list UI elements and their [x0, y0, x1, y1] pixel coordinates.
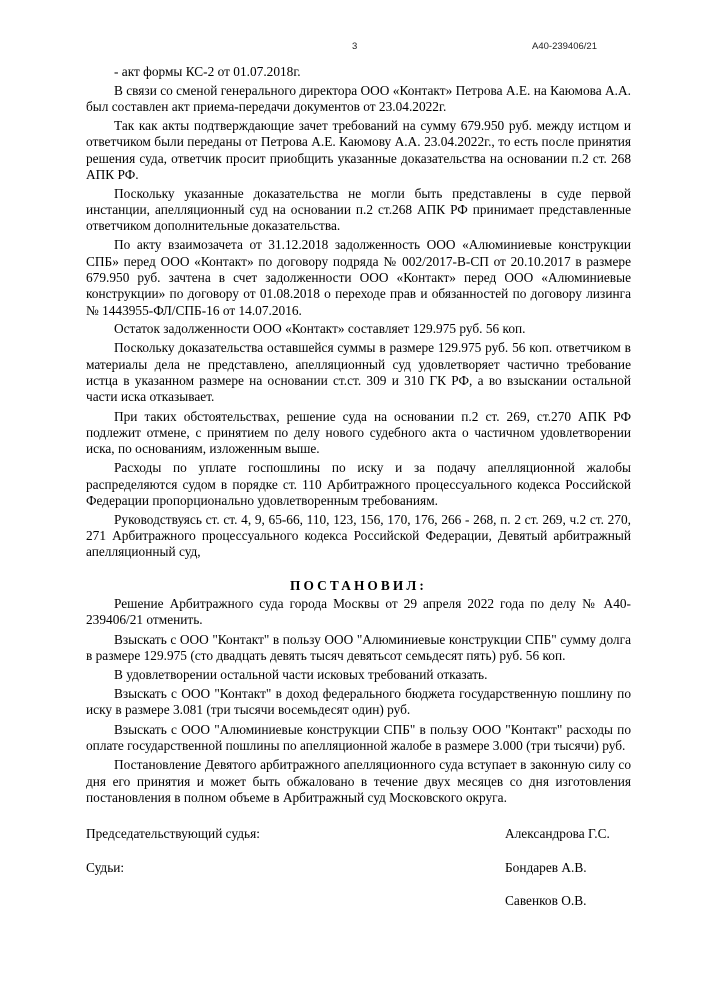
resolution-title: ПОСТАНОВИЛ:: [290, 577, 427, 593]
document-body: [86, 64, 631, 809]
presiding-judge-name: Александрова Г.С.: [505, 826, 610, 841]
paragraph: Так как акты подтверждающие зачет требований на сумму 679.950 руб. между истцом и ответчиком были переданы от Петрова А.Е. Каюмову А.А. 23.04.2022г., то есть после принятия решения суда, ответчик просит приобщить указанные доказательства на основании п.2 ст. 268 АПК РФ.: [86, 118, 631, 182]
resolution-paragraph: Взыскать с ООО "Алюминиевые конструкции СПБ" в пользу ООО "Контакт" расходы по оплате государственной пошлины по апелляционной жалобе в размере 3.000 (три тысячи) руб.: [86, 721, 631, 754]
paragraph: Поскольку доказательства оставшейся суммы в размере 129.975 руб. 56 коп. ответчиком в материалы дела не представлено, апелляционный суд удовлетворяет частично требование истца в указанном размере на основании ст.ст. 309 и 310 ГК РФ, а во взыскании остальной части иска отказывает.: [86, 340, 631, 405]
paragraph: По акту взаимозачета от 31.12.2018 задолженность ООО «Алюминиевые конструкции СПБ» перед ООО «Контакт» по договору подряда № 002/2017-В-СП от 20.10.2017 в размере 679.950 руб. зачтена в счет задолженности ООО «Контакт» перед ООО «Алюминиевые конструкции» по договору от 01.08.2018 о переходе прав и обязанностей по договору лизинга № 1443955-ФЛ/СПБ-16 от 14.07.2016.: [86, 237, 631, 318]
resolution-paragraph: Решение Арбитражного суда города Москвы от 29 апреля 2022 года по делу № А40-239406/21 отменить.: [86, 596, 631, 628]
paragraph: Поскольку указанные доказательства не могли быть представлены в суде первой инстанции, апелляционный суд на основании п.2 ст.268 АПК РФ принимает представленные ответчиком дополнительные доказательства.: [86, 185, 631, 234]
paragraph: При таких обстоятельствах, решение суда на основании п.2 ст. 269, ст.270 АПК РФ подлежит отмене, с принятием по делу нового судебного акта о частичном удовлетворении иска, по основаниям, изложенным выше.: [86, 408, 631, 457]
case-number: А40-239406/21: [532, 41, 597, 52]
paragraph: Остаток задолженности ООО «Контакт» составляет 129.975 руб. 56 коп.: [114, 321, 526, 337]
judge-name-1: Бондарев А.В.: [505, 860, 587, 875]
resolution-paragraph: В удовлетворении остальной части исковых требований отказать.: [114, 667, 488, 683]
resolution-paragraph: Взыскать с ООО "Контакт" в пользу ООО "Алюминиевые конструкции СПБ" сумму долга в размере 129.975 (сто двадцать девять тысяч девятьсот семьдесят пять) руб. 56 коп.: [86, 631, 631, 663]
paragraph-ks2-act: - акт формы КС-2 от 01.07.2018г.: [114, 64, 301, 79]
presiding-judge-label: Председательствующий судья:: [86, 826, 260, 841]
paragraph: Руководствуясь ст. ст. 4, 9, 65-66, 110, 123, 156, 170, 176, 266 - 268, п. 2 ст. 269, ч.2 ст. 270, 271 Арбитражного процессуального кодекса Российской Федерации, Девятый арбитражный апелляционный суд,: [86, 511, 631, 560]
judges-label: Судьи:: [86, 860, 125, 875]
judge-name-2: Савенков О.В.: [505, 893, 587, 908]
page-number: 3: [352, 41, 358, 52]
resolution-paragraph: Взыскать с ООО "Контакт" в доход федерального бюджета государственную пошлину по иску в размере 3.081 (три тысячи восемьдесят один) руб.: [86, 686, 631, 718]
resolution-paragraph: Постановление Девятого арбитражного апелляционного суда вступает в законную силу со дня его принятия и может быть обжаловано в течение двух месяцев со дня изготовления постановления в полном объеме в Арбитражный суд Московского округа.: [86, 757, 631, 805]
paragraph: Расходы по уплате госпошлины по иску и за подачу апелляционной жалобы распределяются судом в порядке ст. 110 Арбитражного процессуального кодекса Российской Федерации пропорционально удовлетворенным требованиям.: [86, 460, 631, 508]
paragraph: В связи со сменой генерального директора ООО «Контакт» Петрова А.Е. на Каюмова А.А. был составлен акт приема-передачи документов от 23.04.2022г.: [86, 82, 631, 115]
